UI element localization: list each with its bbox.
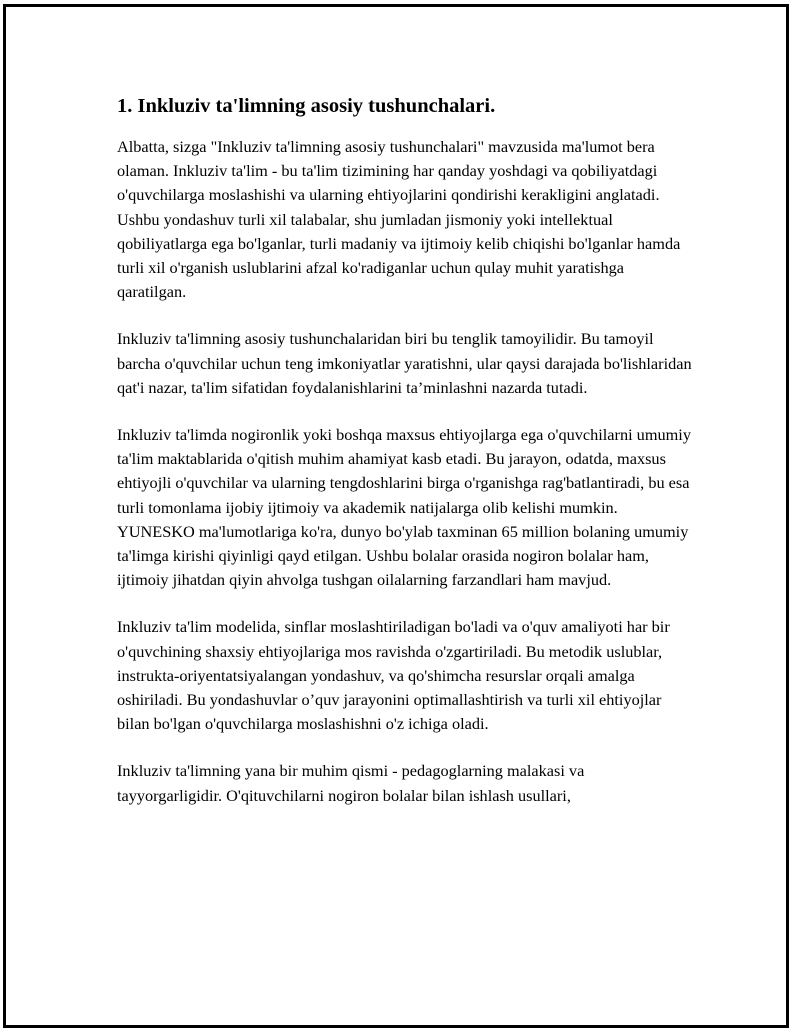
paragraph-3: Inkluziv ta'limda nogironlik yoki boshqa maxsus ehtiyojlarga ega o'quvchilarni umumiy ta'lim maktablarida o'qitish muhim ahamiyat kasb etadi. Bu jarayon, odatda, maxsus ehtiyojli o'quvchilar va ularning tengdoshlarini birga o'rganishga rag'batlantiradi, bu esa turli tomonlama ijobiy ijtimoiy va akademik natijalarga olib kelishi mumkin. YUNESKO ma'lumotlariga ko'ra, dunyo bo'ylab taxminan 65 million bolaning umumiy ta'limga kirishi qiyinligi qayd etilgan. Ushbu bolalar orasida nogiron bolalar ham, ijtimoiy jihatdan qiyin ahvolga tushgan oilalarning farzandlari ham mavjud. (117, 425, 691, 590)
section-heading: 1. Inkluziv ta'limning asosiy tushunchalari. (117, 95, 496, 117)
paragraph-4: Inkluziv ta'lim modelida, sinflar moslashtiriladigan bo'ladi va o'quv amaliyoti har bir o'quvchining shaxsiy ehtiyojlariga mos ravishda o'zgartiriladi. Bu metodik uslublar, instrukta-oriyentatsiyalangan yondashuv, va qo'shimcha resurslar orqali amalga oshiriladi. Bu yondashuvlar o’quv jarayonini optimallashtirish va turli xil ehtiyojlar bilan bo'lgan o'quvchilarga moslashishni o'z ichiga oladi. (117, 617, 670, 734)
document-body (117, 92, 692, 808)
paragraph-5: Inkluziv ta'limning yana bir muhim qismi - pedagoglarning malakasi va tayyorgarligidir. O'qituvchilarni nogiron bolalar bilan ishlash usullari, (117, 761, 585, 805)
paragraph-2: Inkluziv ta'limning asosiy tushunchalaridan biri bu tenglik tamoyilidir. Bu tamoyil barcha o'quvchilar uchun teng imkoniyatlar yaratishni, ular qaysi darajada bo'lishlaridan qat'i nazar, ta'lim sifatidan foydalanishlarini ta’minlashni nazarda tutadi. (117, 329, 692, 397)
paragraph-1: Albatta, sizga "Inkluziv ta'limning asosiy tushunchalari" mavzusida ma'lumot bera olaman. Inkluziv ta'lim - bu ta'lim tizimining har qanday yoshdagi va qobiliyatdagi o'quvchilarga moslashishi va ularning ehtiyojlarini qondirishi kerakligini anglatadi. Ushbu yondashuv turli xil talabalar, shu jumladan jismoniy yoki intellektual qobiliyatlarga ega bo'lganlar, turli madaniy va ijtimoiy kelib chiqishi bo'lganlar hamda turli xil o'rganish uslublarini afzal ko'radiganlar uchun qulay muhit yaratishga qaratilgan. (117, 137, 681, 302)
